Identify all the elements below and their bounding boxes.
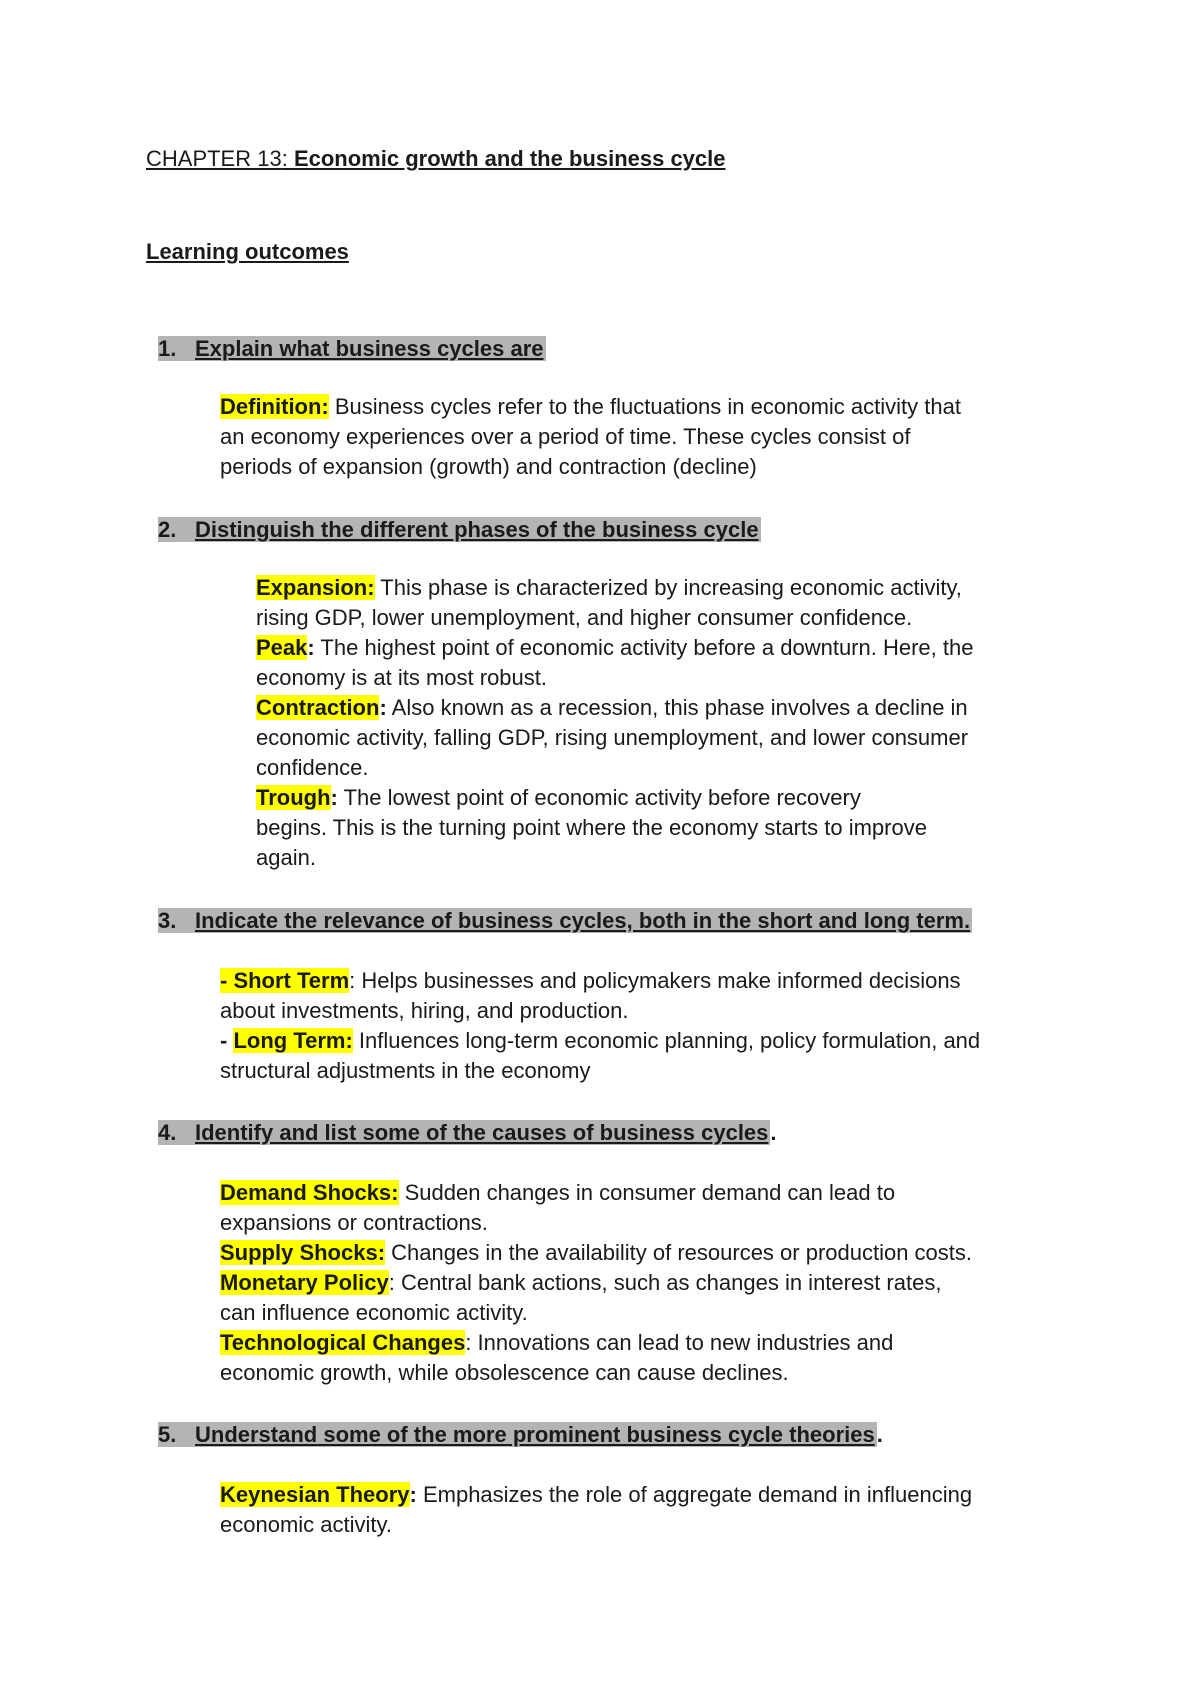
expansion-term: Expansion: — [256, 575, 375, 600]
phases-block: Expansion: This phase is characterized by increasing economic activity, rising GDP, lower unemployment, and higher consumer confidence. Peak: The highest point of economic activity before a downturn. Here, the economy is at its most robust. Contraction: Also known as a recession, this phase involves a decline in economic activity, falling GDP, rising unemployment, and lower consumer confidence. Trough: The lowest point of economic activity before recovery begins. This is the turning point where the economy starts to improve again. — [256, 575, 974, 870]
demand-shocks-term: Demand Shocks: — [220, 1180, 399, 1205]
theories-block: Keynesian Theory: Emphasizes the role of aggregate demand in influencing economic activity. — [220, 1482, 973, 1537]
chapter-title: CHAPTER 13: Economic growth and the business cycle — [146, 146, 726, 171]
outcome-heading-5: 5. Understand some of the more prominent business cycle theories. — [158, 1422, 883, 1447]
definition-term: Definition: — [220, 394, 329, 419]
keynesian-theory-term: Keynesian Theory — [220, 1482, 410, 1507]
supply-shocks-term: Supply Shocks: — [220, 1240, 386, 1265]
contraction-term: Contraction — [256, 695, 380, 720]
relevance-block: - Short Term: Helps businesses and policymakers make informed decisions about investments, hiring, and production. - Long Term: Influences long-term economic planning, policy formulation, and structural adjustments in the economy — [220, 968, 981, 1083]
outcome-heading-2: 2. Distinguish the different phases of the business cycle — [158, 517, 759, 542]
outcome-heading-4: 4. Identify and list some of the causes of business cycles. — [158, 1120, 777, 1145]
peak-term: Peak — [256, 635, 308, 660]
outcome-heading-1: 1. Explain what business cycles are — [158, 336, 544, 361]
definition-block: Definition: Business cycles refer to the fluctuations in economic activity that an economy experiences over a period of time. These cycles consist of periods of expansion (growth) and contraction (decline) — [220, 394, 961, 479]
technological-changes-term: Technological Changes — [220, 1330, 466, 1355]
short-term-label: - Short Term — [220, 968, 350, 993]
monetary-policy-term: Monetary Policy — [220, 1270, 389, 1295]
causes-block: Demand Shocks: Sudden changes in consumer demand can lead to expansions or contractions. Supply Shocks: Changes in the availability of resources or production costs. Monetary Policy: Central bank actions, such as changes in interest rates, can influence economic activity. Technological Changes: Innovations can lead to new industries and economic growth, while obsolescence can cause declines. — [220, 1180, 973, 1385]
long-term-label: Long Term: — [233, 1028, 353, 1053]
outcome-heading-3: 3. Indicate the relevance of business cycles, both in the short and long term. — [158, 908, 971, 933]
learning-outcomes-heading: Learning outcomes — [146, 239, 349, 264]
trough-term: Trough — [256, 785, 331, 810]
